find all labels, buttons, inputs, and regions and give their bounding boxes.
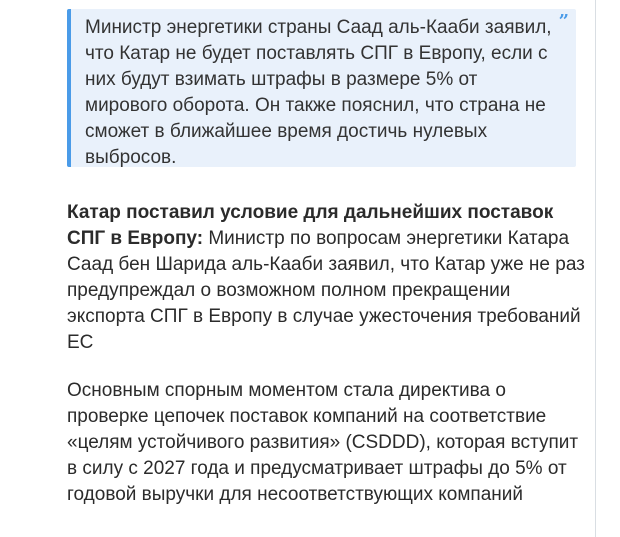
quote-text: Министр энергетики страны Саад аль-Кааби заявил, что Катар не будет поставлять СПГ в Европу, если с них будут взимать штрафы в размере 5% от мирового оборота. Он также пояснил, что страна не сможет в ближайшее время достичь нулевых выбросов.: [85, 17, 552, 168]
blockquote: [67, 9, 576, 167]
quote-icon: ”: [558, 11, 569, 32]
content-border: [595, 0, 596, 537]
paragraph-lead: Катар поставил условие для дальнейших поставок СПГ в Европу:: [67, 202, 554, 249]
article-paragraph-2: Основным спорным моментом стала директива о проверке цепочек поставок компаний на соответствие «целям устойчивого развития» (CSDDD), которая вступит в силу с 2027 года и предусматривает штрафы до 5% от годовой выручки для несоответствующих компаний: [67, 380, 579, 505]
article-paragraph-1: [67, 200, 587, 356]
paragraph-body: Министр по вопросам энергетики Катара Саад бен Шарида аль-Кааби заявил, что Катар уже не раз предупреждал о возможном полном прекращении экспорта СПГ в Европу в случае ужесточения требований ЕС: [67, 228, 585, 353]
